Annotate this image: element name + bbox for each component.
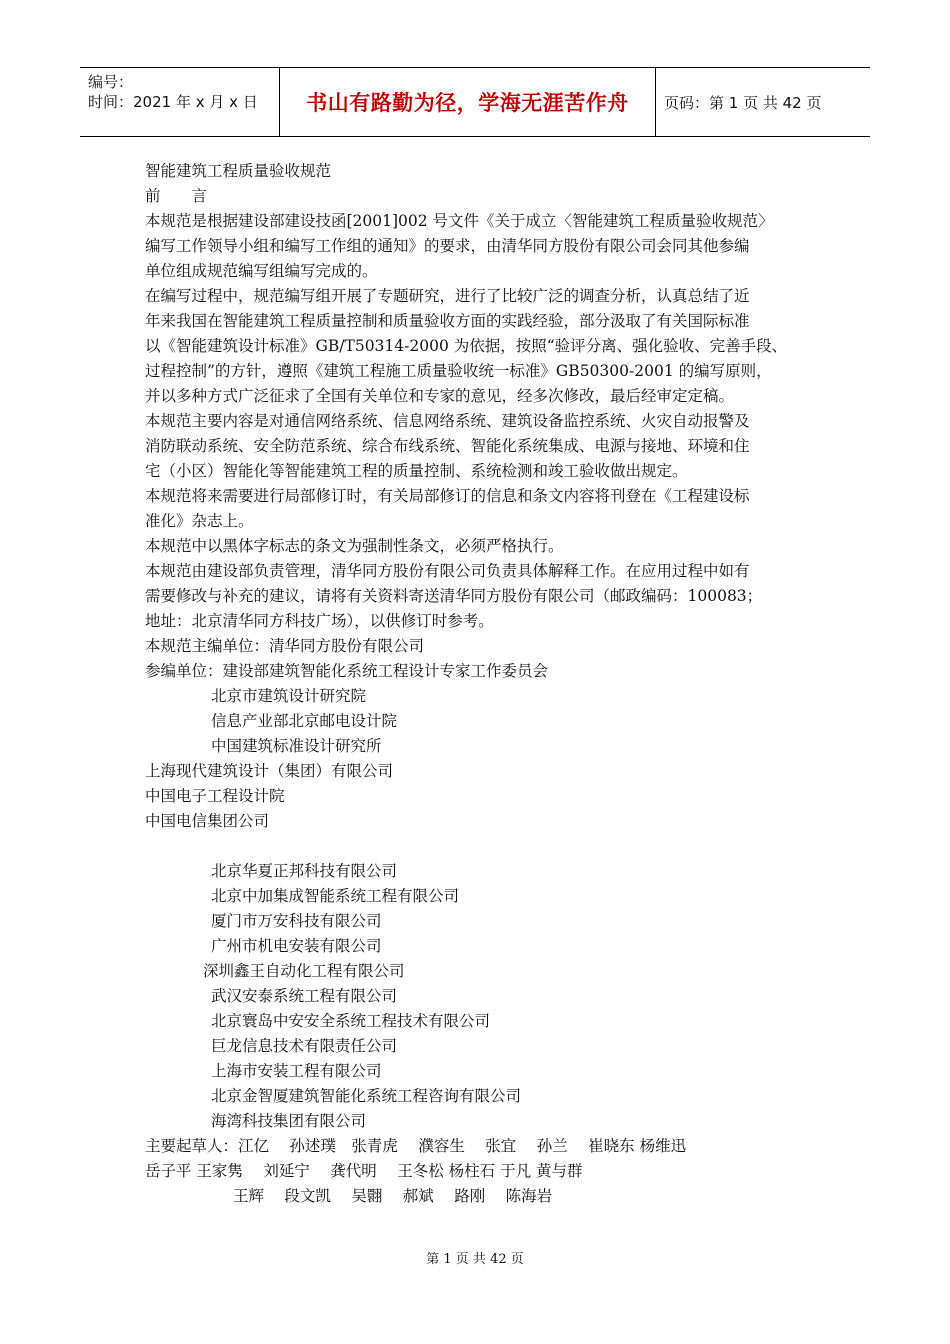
paragraph-line: 过程控制”的方针，遵照《建筑工程施工质量验收统一标准》GB50300-2001 的编写原则，: [145, 362, 772, 380]
preface-heading: 前 言: [145, 187, 208, 205]
paragraph-line: 宅（小区）智能化等智能建筑工程的质量控制、系统检测和竣工验收做出规定。: [145, 462, 688, 480]
blank-line: [145, 834, 825, 859]
unit-item: 信息产业部北京邮电设计院: [211, 712, 398, 730]
header-meta: [80, 68, 280, 136]
page-header: [80, 67, 870, 137]
paragraph-line: 并以多种方式广泛征求了全国有关单位和专家的意见，经多次修改，最后经审定定稿。: [145, 387, 735, 405]
unit-item: 中国电信集团公司: [145, 812, 270, 830]
unit-item: 北京市建筑设计研究院: [211, 687, 367, 705]
document-time-label: 时间：2021 年 x 月 x 日: [88, 93, 258, 111]
paragraph-line: 编写工作领导小组和编写工作组的通知》的要求，由清华同方股份有限公司会同其他参编: [145, 237, 750, 255]
unit-item: 广州市机电安装有限公司: [211, 937, 382, 955]
unit-item: 北京寰岛中安安全系统工程技术有限公司: [211, 1012, 491, 1030]
header-page-info: 页码：第 1 页 共 42 页: [664, 93, 822, 112]
paragraph-line: 本规范将来需要进行局部修订时，有关局部修订的信息和条文内容将刊登在《工程建设标: [145, 487, 750, 505]
participating-units-line: 参编单位：建设部建筑智能化系统工程设计专家工作委员会: [145, 662, 549, 680]
unit-item: 中国建筑标准设计研究所: [211, 737, 382, 755]
paragraph-line: 单位组成规范编写组编写完成的。: [145, 262, 378, 280]
document-title: 智能建筑工程质量验收规范: [145, 162, 332, 180]
unit-item: 北京华夏正邦科技有限公司: [211, 862, 398, 880]
page-footer: 第 1 页 共 42 页: [426, 1252, 524, 1267]
header-page-cell: [656, 68, 870, 136]
unit-item: 武汉安泰系统工程有限公司: [211, 987, 398, 1005]
unit-item: 上海市安装工程有限公司: [211, 1062, 382, 1080]
unit-item: 中国电子工程设计院: [145, 787, 285, 805]
paragraph-line: 在编写过程中，规范编写组开展了专题研究，进行了比较广泛的调查分析，认真总结了近: [145, 287, 750, 305]
document-number-label: 编号：: [88, 73, 134, 91]
header-motto: 书山有路勤为径，学海无涯苦作舟: [306, 91, 629, 115]
paragraph-line: 准化》杂志上。: [145, 512, 254, 530]
unit-item: 北京中加集成智能系统工程有限公司: [211, 887, 460, 905]
unit-item: 厦门市万安科技有限公司: [211, 912, 382, 930]
unit-item: 深圳鑫王自动化工程有限公司: [203, 962, 405, 980]
unit-item: 海湾科技集团有限公司: [211, 1112, 367, 1130]
paragraph-line: 本规范中以黑体字标志的条文为强制性条文，必须严格执行。: [145, 537, 564, 555]
unit-item: 巨龙信息技术有限责任公司: [211, 1037, 398, 1055]
chief-editor-line: 本规范主编单位：清华同方股份有限公司: [145, 637, 425, 655]
drafters-line: 岳子平 王家隽 刘延宁 龚代明 王冬松 杨柱石 于凡 黄与群: [145, 1162, 583, 1180]
paragraph-line: 地址：北京清华同方科技广场），以供修订时参考。: [145, 612, 494, 630]
drafters-line: 主要起草人：江亿 孙述璞 张青虎 濮容生 张宜 孙兰 崔晓东 杨维迅: [145, 1137, 687, 1155]
unit-item: 上海现代建筑设计（集团）有限公司: [145, 762, 394, 780]
paragraph-line: 本规范是根据建设部建设技函[2001]002 号文件《关于成立〈智能建筑工程质量验收规范〉: [145, 212, 774, 230]
paragraph-line: 需要修改与补充的建议，请将有关资料寄送清华同方股份有限公司（邮政编码：100083；: [145, 587, 763, 605]
document-body: [145, 159, 825, 1209]
unit-item: 北京金智厦建筑智能化系统工程咨询有限公司: [211, 1087, 522, 1105]
paragraph-line: 消防联动系统、安全防范系统、综合布线系统、智能化系统集成、电源与接地、环境和住: [145, 437, 750, 455]
paragraph-line: 本规范主要内容是对通信网络系统、信息网络系统、建筑设备监控系统、火灾自动报警及: [145, 412, 750, 430]
paragraph-line: 本规范由建设部负责管理，清华同方股份有限公司负责具体解释工作。在应用过程中如有: [145, 562, 750, 580]
paragraph-line: 年来我国在智能建筑工程质量控制和质量验收方面的实践经验，部分汲取了有关国际标准: [145, 312, 750, 330]
header-motto-cell: [280, 68, 656, 136]
paragraph-line: 以《智能建筑设计标准》GB/T50314-2000 为依据，按照“验评分离、强化验收、完善手段、: [145, 337, 788, 355]
drafters-line: 王辉 段文凯 吴翾 郝斌 路刚 陈海岩: [233, 1187, 553, 1205]
